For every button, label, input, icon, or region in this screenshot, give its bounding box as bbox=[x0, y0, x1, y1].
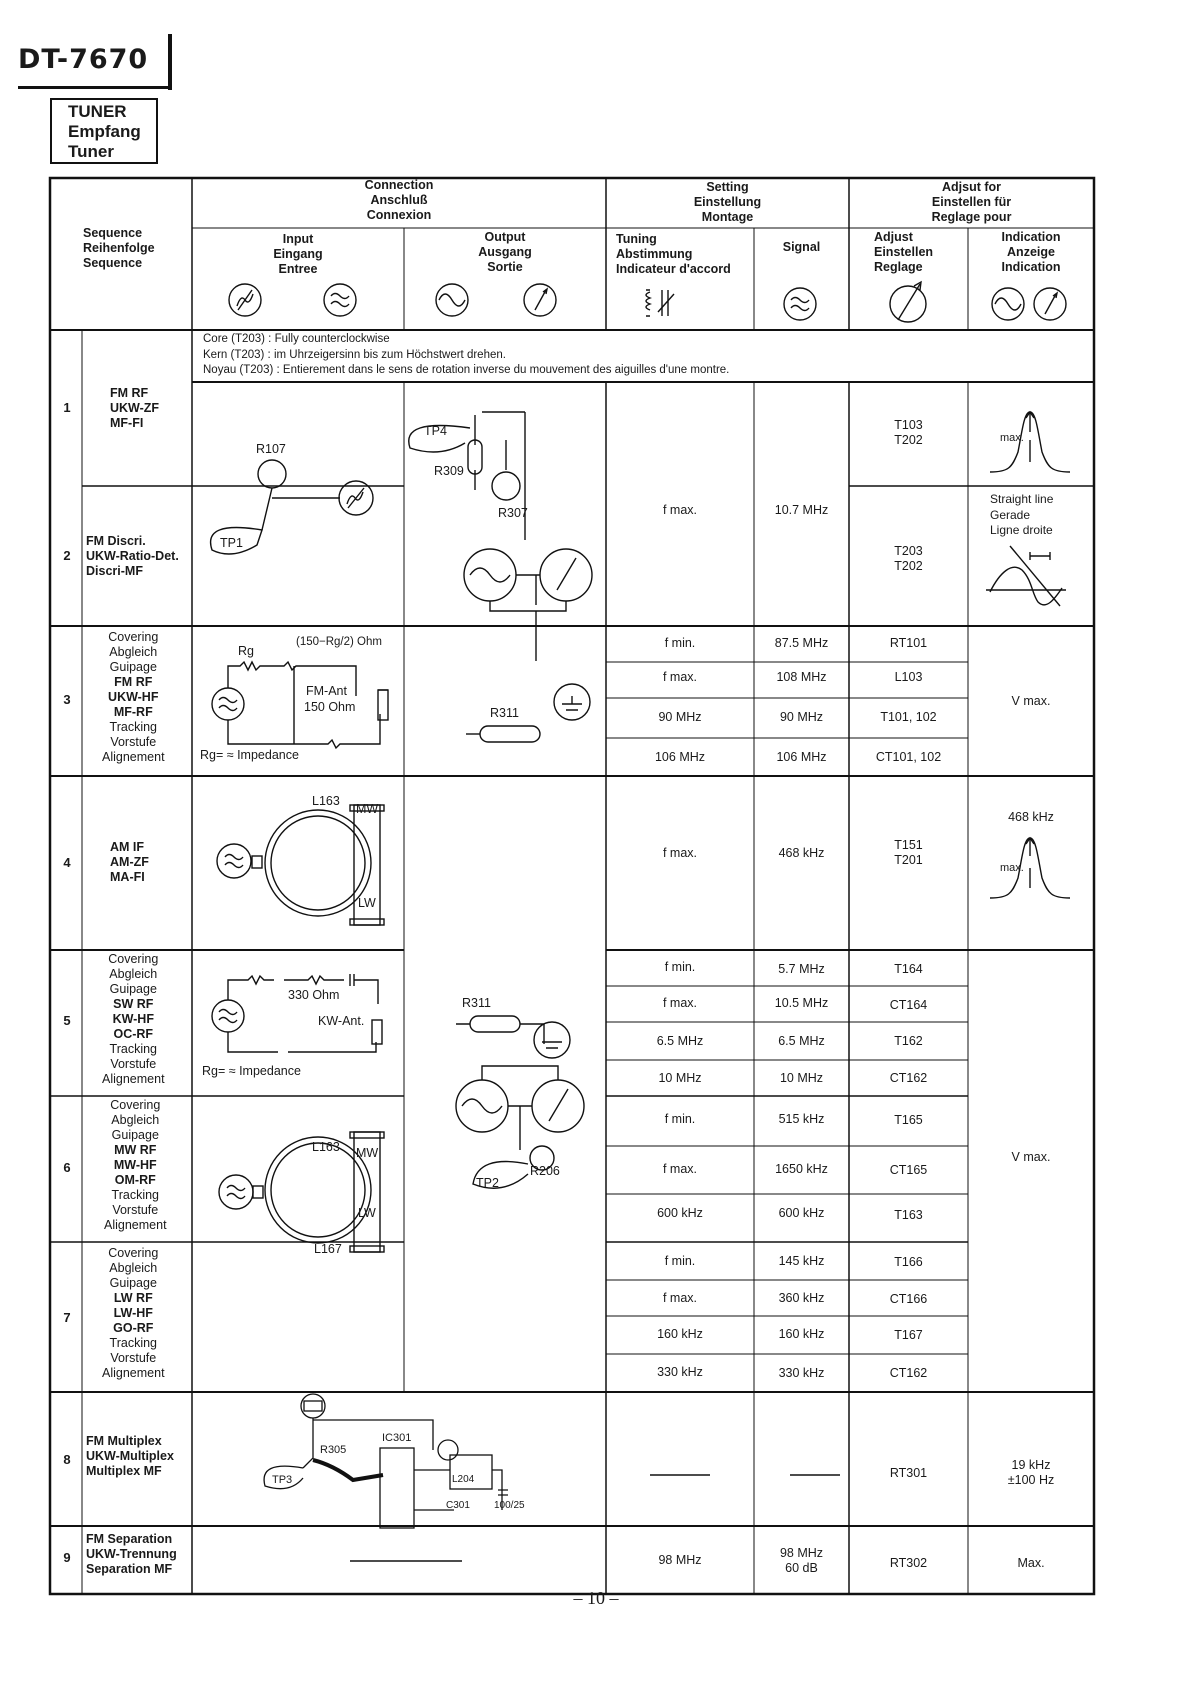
ohm330-label: 330 Ohm bbox=[288, 988, 340, 1002]
tp2-label: TP2 bbox=[476, 1176, 499, 1190]
r311-resistor bbox=[470, 1016, 520, 1032]
section-subtitle-de: Empfang bbox=[68, 122, 141, 141]
signal-generator-icon bbox=[212, 1000, 244, 1032]
row-number: 6 bbox=[63, 1160, 71, 1175]
signal-cell: 98 MHz 60 dB bbox=[779, 1546, 824, 1575]
ground-icon bbox=[534, 1022, 570, 1058]
fm-rf-input-diagram bbox=[212, 662, 388, 748]
adjust-cell: L103 bbox=[894, 670, 923, 684]
sequence-name: Covering Abgleich Guipage SW RF KW-HF OC-RF Tracking Vorstufe Alignement bbox=[102, 952, 165, 1086]
tuning-cell: f max. bbox=[662, 670, 698, 684]
tuning-cell: 90 MHz bbox=[658, 710, 702, 724]
kw-ant-label: KW-Ant. bbox=[318, 1014, 365, 1028]
tuning-cell: f max. bbox=[662, 996, 698, 1010]
sequence-name: Covering Abgleich Guipage FM RF UKW-HF MF-RF Tracking Vorstufe Alignement bbox=[102, 630, 165, 764]
sequence-name: FM Separation UKW-Trennung Separation MF bbox=[86, 1532, 177, 1576]
tuning-cell: 330 kHz bbox=[657, 1365, 703, 1379]
indication-cell: 19 kHz ±100 Hz bbox=[1007, 1458, 1055, 1487]
signal-cell: 515 kHz bbox=[778, 1112, 825, 1126]
oscilloscope-icon bbox=[992, 288, 1024, 320]
lw-label: LW bbox=[358, 1206, 376, 1220]
tuning-cell: f min. bbox=[664, 1254, 696, 1268]
tuning-cell: f max. bbox=[662, 1162, 698, 1176]
r311-resistor bbox=[480, 726, 540, 742]
r206-label: R206 bbox=[530, 1164, 560, 1178]
signal-cell: 160 kHz bbox=[778, 1327, 825, 1341]
tuning-cell: 6.5 MHz bbox=[656, 1034, 704, 1048]
tuning-cell: f max. bbox=[662, 503, 698, 517]
core-adjustment-note: Core (T203) : Fully counterclockwise Kern (T203) : im Uhrzeigersinn bis zum Höchstwert drehen. Noyau (T203) : Entierement dans le sens de rotation inverse du mouvement des aiguilles d'une montre. bbox=[203, 333, 730, 376]
sequence-name: FM RF UKW-ZF MF-FI bbox=[110, 386, 160, 430]
signal-generator-icon bbox=[212, 688, 244, 720]
tp4-label: TP4 bbox=[424, 424, 447, 438]
signal-cell: 6.5 MHz bbox=[778, 1034, 825, 1048]
row-number: 5 bbox=[63, 1013, 71, 1028]
signal-cell: 90 MHz bbox=[779, 710, 824, 724]
row-number: 8 bbox=[63, 1452, 71, 1467]
rg-formula-label: (150−Rg/2) Ohm bbox=[296, 636, 382, 648]
row-number: 9 bbox=[63, 1550, 71, 1565]
c301-label: C301 bbox=[446, 1500, 470, 1511]
signal-cell: 600 kHz bbox=[778, 1206, 825, 1220]
tuning-header: Tuning Abstimmung Indicateur d'accord bbox=[616, 232, 731, 276]
page-number: – 10 – bbox=[573, 1588, 619, 1608]
adjust-cell: CT162 bbox=[889, 1071, 928, 1085]
tuning-cell: f min. bbox=[664, 1112, 696, 1126]
signal-cell: 360 kHz bbox=[778, 1291, 825, 1305]
adjust-cell: CT165 bbox=[889, 1163, 928, 1177]
indication-cell: V max. bbox=[1011, 1150, 1051, 1164]
s-curve-icon bbox=[986, 546, 1066, 606]
connection-header: Connection Anschluß Connexion bbox=[364, 178, 434, 222]
header-symbols bbox=[229, 282, 1066, 322]
meter-icon bbox=[524, 284, 556, 316]
r307-resistor bbox=[492, 472, 520, 500]
indication-header: Indication Anzeige Indication bbox=[1001, 230, 1061, 274]
row-number: 7 bbox=[63, 1310, 71, 1325]
meter-icon bbox=[1034, 288, 1066, 320]
signal-cell: 330 kHz bbox=[778, 1366, 825, 1380]
tuning-cell: f max. bbox=[662, 1291, 698, 1305]
model-title: DT-7670 bbox=[18, 44, 149, 75]
adjust-cell: T162 bbox=[894, 1034, 923, 1048]
row-number: 1 bbox=[63, 400, 71, 415]
rg-impedance-label: Rg= ≈ Impedance bbox=[200, 748, 299, 762]
capacitor-value-label: 100/25 bbox=[494, 1500, 525, 1511]
adjust-header: Adjust Einstellen Reglage bbox=[874, 230, 934, 274]
l163-label: L163 bbox=[312, 794, 340, 808]
tuning-cell: f min. bbox=[664, 636, 696, 650]
signal-cell: 106 MHz bbox=[776, 750, 827, 764]
adjust-cell: T165 bbox=[894, 1113, 923, 1127]
sequence-name: FM Discri. UKW-Ratio-Det. Discri-MF bbox=[86, 534, 179, 578]
l163-label: L163 bbox=[312, 1140, 340, 1154]
ground-icon bbox=[438, 1440, 458, 1460]
ic301-label: IC301 bbox=[382, 1432, 412, 1444]
indication-cell: 468 kHz bbox=[1008, 810, 1054, 824]
adjust-cell: CT164 bbox=[889, 998, 928, 1012]
tuning-indicator-icon bbox=[646, 290, 674, 316]
straight-line-label: Straight line Gerade Ligne droite bbox=[990, 492, 1054, 537]
signal-header: Signal bbox=[782, 240, 821, 254]
adjust-for-header: Adjsut for Einstellen für Reglage pour bbox=[931, 180, 1012, 224]
mw-label: MW bbox=[356, 802, 379, 816]
signal-generator-icon bbox=[784, 288, 816, 320]
sequence-name: FM Multiplex UKW-Multiplex Multiplex MF bbox=[86, 1434, 174, 1478]
sweep-generator-icon bbox=[229, 284, 261, 316]
adjust-cell: T101, 102 bbox=[880, 710, 937, 724]
output-header: Output Ausgang Sortie bbox=[478, 230, 532, 274]
signal-cell: 10.5 MHz bbox=[774, 996, 829, 1010]
adjust-cell: RT101 bbox=[889, 636, 928, 650]
row-number: 3 bbox=[63, 692, 71, 707]
multiplex-diagram bbox=[264, 1394, 508, 1528]
sw-output-diagram bbox=[456, 1016, 584, 1188]
tuning-cell: f max. bbox=[662, 846, 698, 860]
adjust-cell: CT166 bbox=[889, 1292, 928, 1306]
tuning-cell: 10 MHz bbox=[658, 1071, 702, 1085]
signal-cell: 10 MHz bbox=[779, 1071, 824, 1085]
tuning-cell: 98 MHz bbox=[658, 1553, 702, 1567]
adjust-cell: T163 bbox=[894, 1208, 923, 1222]
adjust-cell: T203 T202 bbox=[894, 544, 923, 573]
lw-label: LW bbox=[358, 896, 376, 910]
tuning-cell: 600 kHz bbox=[657, 1206, 703, 1220]
section-subtitle-fr: Tuner bbox=[68, 142, 114, 161]
rg-label: Rg bbox=[238, 644, 254, 658]
indication-cell: V max. bbox=[1011, 694, 1051, 708]
signal-generator-icon bbox=[217, 844, 251, 878]
tp3-label: TP3 bbox=[272, 1474, 293, 1486]
r309-label: R309 bbox=[434, 464, 464, 478]
signal-cell: 5.7 MHz bbox=[778, 962, 825, 976]
fm-ant-label: FM-Ant bbox=[306, 684, 347, 698]
indication-cell: Max. bbox=[1017, 1556, 1045, 1570]
sequence-header: Sequence Reihenfolge Sequence bbox=[83, 226, 155, 270]
r107-label: R107 bbox=[256, 442, 286, 456]
ohm150-label: 150 Ohm bbox=[304, 700, 356, 714]
adjust-icon bbox=[890, 282, 926, 322]
fm-if-output-diagram bbox=[409, 412, 592, 742]
mw-label: MW bbox=[356, 1146, 379, 1160]
tuning-cell: 106 MHz bbox=[654, 750, 706, 764]
signal-generator-icon bbox=[324, 284, 356, 316]
l167-label: L167 bbox=[314, 1242, 342, 1256]
tuning-cell: 160 kHz bbox=[657, 1327, 703, 1341]
signal-cell: 87.5 MHz bbox=[774, 636, 829, 650]
adjust-cell: T103 T202 bbox=[894, 418, 923, 447]
sequence-name: AM IF AM-ZF MA-FI bbox=[110, 840, 149, 884]
adjust-cell: CT101, 102 bbox=[875, 750, 942, 764]
r305-label: R305 bbox=[320, 1444, 347, 1456]
tp1-label: TP1 bbox=[220, 536, 243, 550]
adjust-cell: T151 T201 bbox=[894, 838, 923, 867]
adjust-cell: CT162 bbox=[889, 1366, 928, 1380]
section-title: TUNER bbox=[68, 102, 127, 121]
r307-label: R307 bbox=[498, 506, 528, 520]
signal-cell: 468 kHz bbox=[778, 846, 825, 860]
rg-impedance-label: Rg= ≈ Impedance bbox=[202, 1064, 301, 1078]
signal-cell: 145 kHz bbox=[778, 1254, 825, 1268]
signal-cell: 108 MHz bbox=[776, 670, 827, 684]
r107-resistor bbox=[258, 460, 286, 488]
tuning-cell: f min. bbox=[664, 960, 696, 974]
sequence-name: Covering Abgleich Guipage LW RF LW-HF GO-RF Tracking Vorstufe Alignement bbox=[102, 1246, 165, 1380]
max-label: max. bbox=[1000, 432, 1024, 444]
ic301-chip bbox=[380, 1448, 414, 1528]
adjust-cell: RT302 bbox=[889, 1556, 928, 1570]
r311-label: R311 bbox=[490, 706, 519, 720]
r311-label: R311 bbox=[462, 996, 491, 1010]
adjust-cell: RT301 bbox=[889, 1466, 928, 1480]
oscilloscope-icon bbox=[436, 284, 468, 316]
signal-cell: 1650 kHz bbox=[775, 1162, 828, 1176]
setting-header: Setting Einstellung Montage bbox=[693, 180, 762, 224]
adjust-cell: T166 bbox=[894, 1255, 923, 1269]
signal-cell: 10.7 MHz bbox=[774, 503, 829, 517]
adjust-cell: T167 bbox=[894, 1328, 923, 1342]
adjust-cell: T164 bbox=[894, 962, 923, 976]
row-number: 4 bbox=[63, 855, 71, 870]
input-header: Input Eingang Entree bbox=[273, 232, 323, 276]
sw-input-diagram bbox=[212, 974, 382, 1052]
l204-label: L204 bbox=[452, 1474, 475, 1485]
max-label: max. bbox=[1000, 862, 1024, 874]
sequence-name: Covering Abgleich Guipage MW RF MW-HF OM-RF Tracking Vorstufe Alignement bbox=[104, 1098, 167, 1232]
row-number: 2 bbox=[63, 548, 71, 563]
signal-generator-icon bbox=[219, 1175, 253, 1209]
